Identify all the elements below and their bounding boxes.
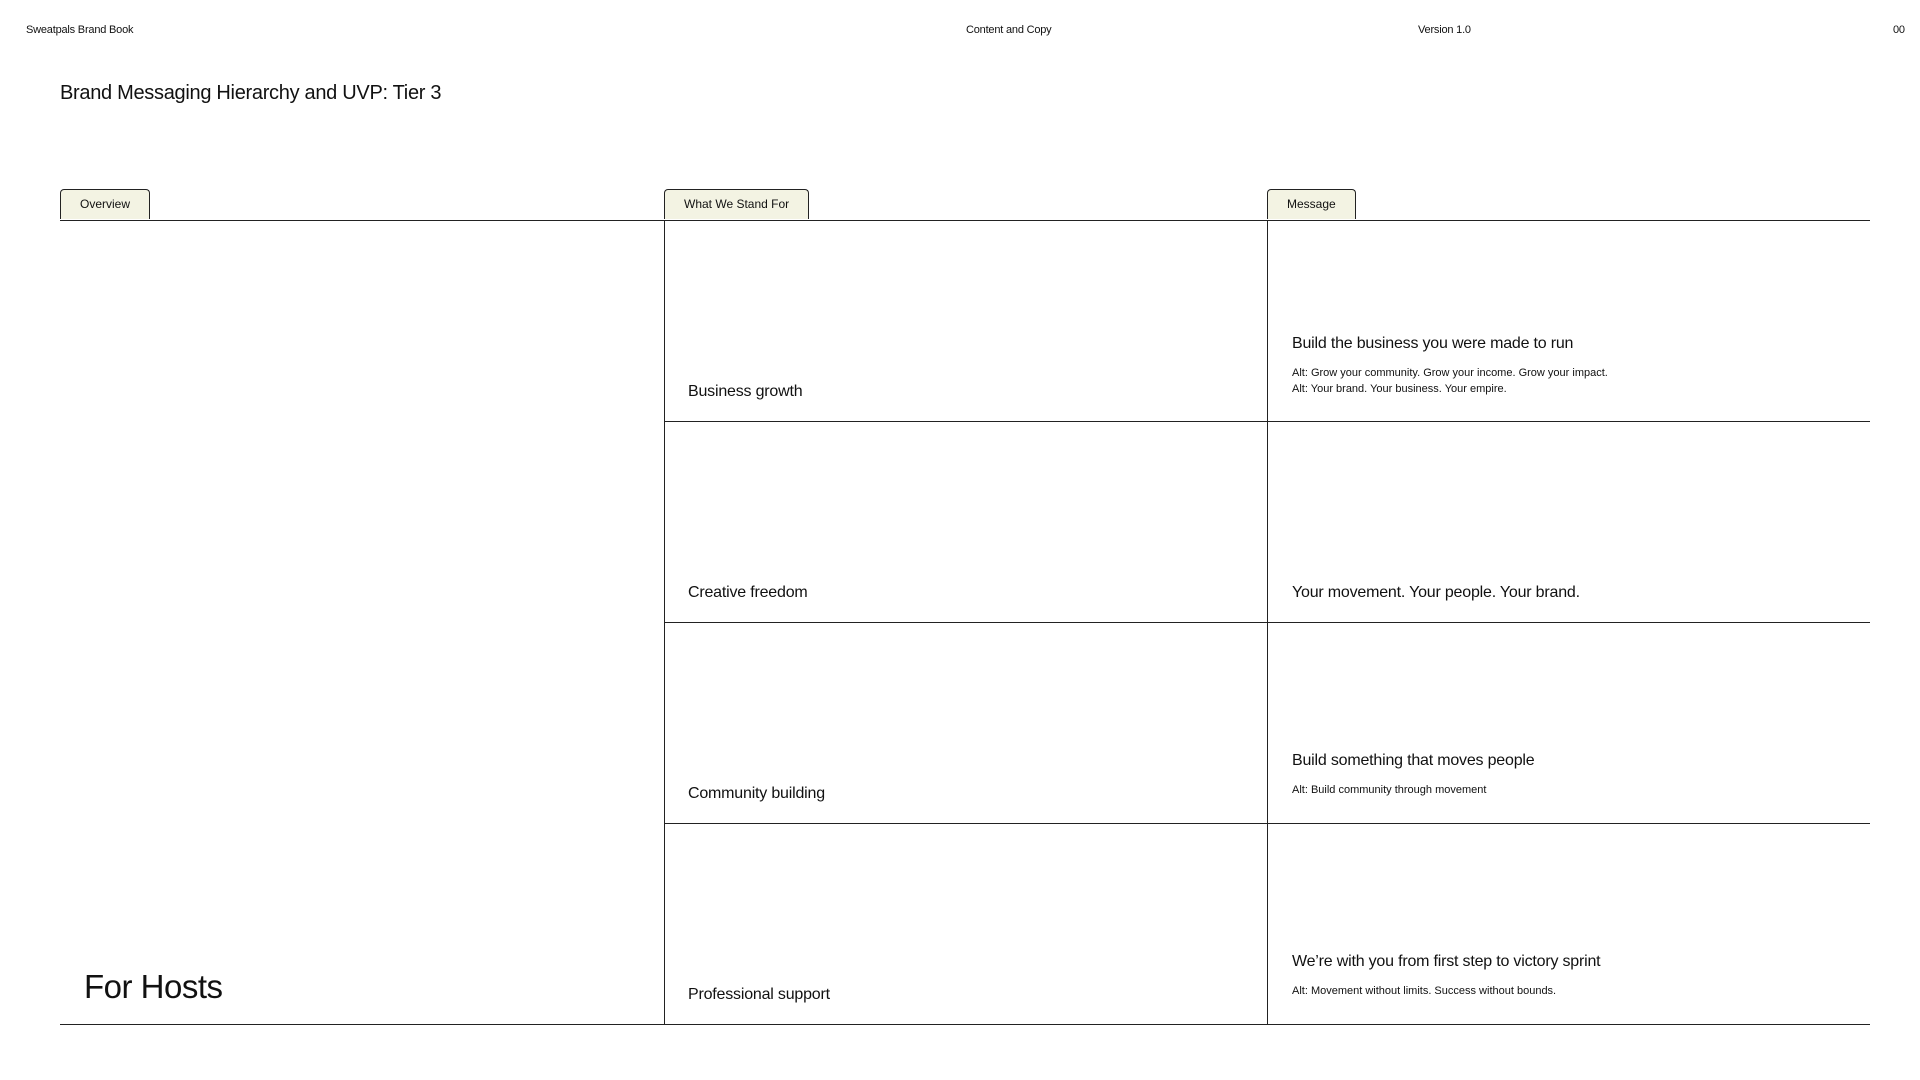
- header-page-number: 00: [1893, 24, 1905, 36]
- pillar-community-building: Community building: [688, 785, 825, 802]
- message-cell-business-growth: [1292, 335, 1852, 397]
- message-professional-support: We’re with you from first step to victory sprint: [1292, 953, 1601, 970]
- alt-message: Alt: Your brand. Your business. Your empire.: [1292, 383, 1507, 395]
- message-cell-professional-support: [1292, 953, 1852, 999]
- header-section: Content and Copy: [966, 24, 1052, 36]
- alt-message: Alt: Build community through movement: [1292, 784, 1487, 796]
- alt-message: Alt: Movement without limits. Success without bounds.: [1292, 985, 1557, 997]
- pillar-professional-support: Professional support: [688, 986, 830, 1003]
- message-cell-creative-freedom: [1292, 584, 1852, 602]
- pillar-business-growth: Business growth: [688, 383, 803, 400]
- audience-heading: For Hosts: [84, 968, 223, 1005]
- table-top-rule: [60, 220, 1870, 221]
- tab-message: Message: [1267, 189, 1356, 219]
- tab-what-we-stand-for: What We Stand For: [664, 189, 809, 219]
- message-business-growth: Build the business you were made to run: [1292, 335, 1574, 352]
- column-divider-2: [1267, 220, 1268, 1025]
- header-brand: Sweatpals Brand Book: [26, 24, 134, 36]
- alt-message: Alt: Grow your community. Grow your income. Grow your impact.: [1292, 367, 1608, 379]
- message-creative-freedom: Your movement. Your people. Your brand.: [1292, 584, 1580, 601]
- message-community-building: Build something that moves people: [1292, 752, 1535, 769]
- header-version: Version 1.0: [1418, 24, 1471, 36]
- message-cell-community-building: [1292, 752, 1852, 798]
- table-bottom-rule: [60, 1024, 1870, 1025]
- tab-overview: Overview: [60, 189, 150, 219]
- page-title: Brand Messaging Hierarchy and UVP: Tier 3: [60, 82, 442, 104]
- column-divider-1: [664, 220, 665, 1025]
- pillar-creative-freedom: Creative freedom: [688, 584, 808, 601]
